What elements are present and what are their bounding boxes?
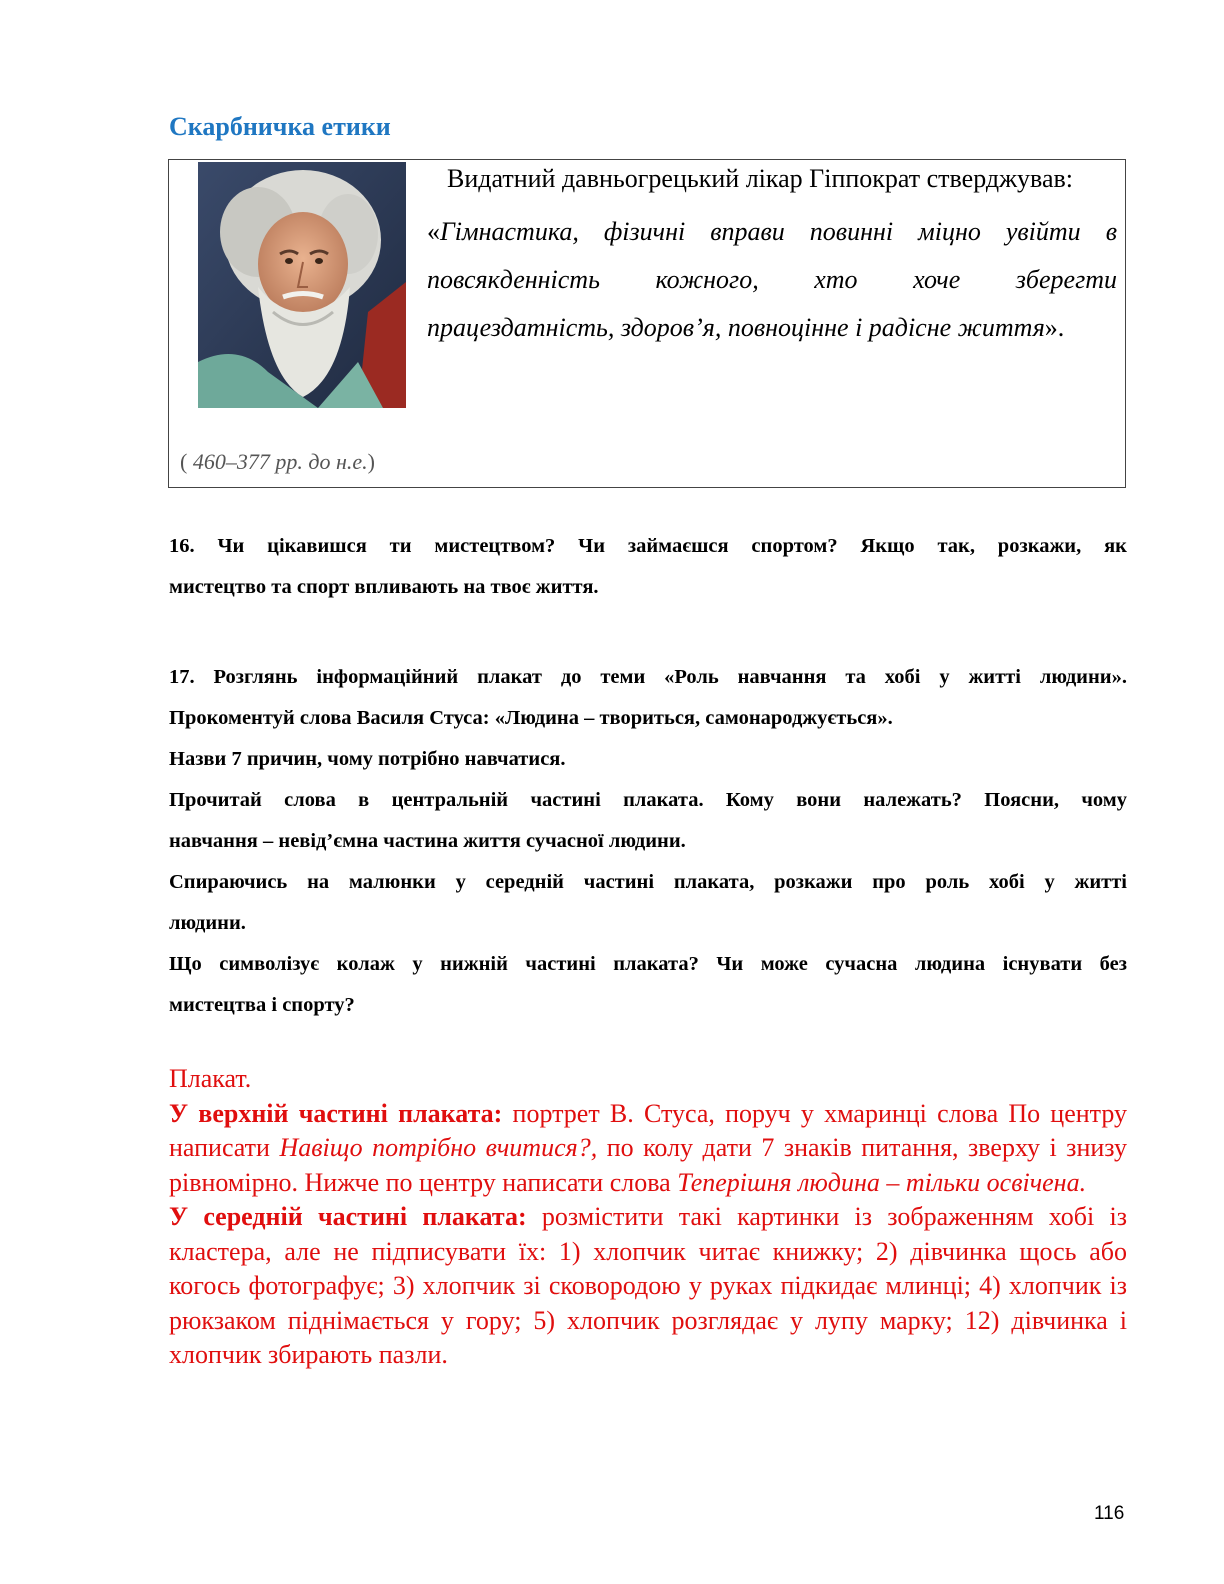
question-17-line: 17. Розглянь інформаційний плакат до теми «Роль навчання та хобі у житті людини». xyxy=(169,666,1127,688)
life-dates: ( 460–377 рр. до н.е.) xyxy=(180,449,375,474)
question-17-line: людини. xyxy=(169,912,246,934)
question-17-line: Прочитай слова в центральній частині плаката. Кому вони належать? Поясни, чому xyxy=(169,789,1127,811)
poster-top-part: У верхній частині плаката: портрет В. Стуса, поруч у хмаринці слова По центру написати Навіщо потрібно вчитися?, по колу дати 7 знаків питання, зверху і знизу рівномірно. Нижче по центру написати слова Теперішня людина – тільки освічена. xyxy=(169,1098,1128,1197)
question-17-line: навчання – невід’ємна частина життя сучасної людини. xyxy=(169,830,686,852)
question-17-line: Що символізує колаж у нижній частині плаката? Чи може сучасна людина існувати без xyxy=(169,953,1127,975)
question-17 xyxy=(169,657,1127,1026)
section-title: Скарбничка етики xyxy=(169,112,391,141)
question-16-line: 16. Чи цікавишся ти мистецтвом? Чи займаєшся спортом? Якщо так, розкажи, як xyxy=(169,535,1127,557)
question-16-line: мистецтво та спорт впливають на твоє життя. xyxy=(169,576,599,598)
question-17-line: Спираючись на малюнки у середній частині плаката, розкажи про роль хобі у житті xyxy=(169,871,1127,893)
poster-middle-part: У середній частині плаката: розмістити такі картинки із зображенням хобі із кластера, але не підписувати їх: 1) хлопчик читає книжку; 2) дівчинка щось або когось фотографує; 3) хлопчик зі сковородою у руках підкидає млинці; 4) хлопчик із рюкзаком піднімається у гору; 5) хлопчик розглядає у лупу марку; 12) дівчинка і хлопчик збирають пазли. xyxy=(169,1202,1127,1369)
ethics-quote-box xyxy=(168,159,1126,488)
hippocrates-portrait xyxy=(198,162,406,408)
poster-heading: Плакат. xyxy=(169,1064,252,1093)
poster-description xyxy=(169,1062,1127,1373)
question-16 xyxy=(169,526,1127,608)
page-number: 116 xyxy=(1094,1503,1125,1524)
question-17-line: Прокоментуй слова Василя Стуса: «Людина – твориться, самонароджується». xyxy=(169,707,893,729)
question-17-line: Назви 7 причин, чому потрібно навчатися. xyxy=(169,748,566,770)
hippocrates-quote: «Гімнастика, фізичні вправи повинні міцно увійти в повсякденність кожного, хто хоче зберегти працездатність, здоров’я, повноцінне і радісне життя». xyxy=(427,217,1117,342)
quote-intro: Видатний давньогрецький лікар Гіппократ стверджував: xyxy=(447,164,1074,193)
question-17-line: мистецтва і спорту? xyxy=(169,994,355,1016)
